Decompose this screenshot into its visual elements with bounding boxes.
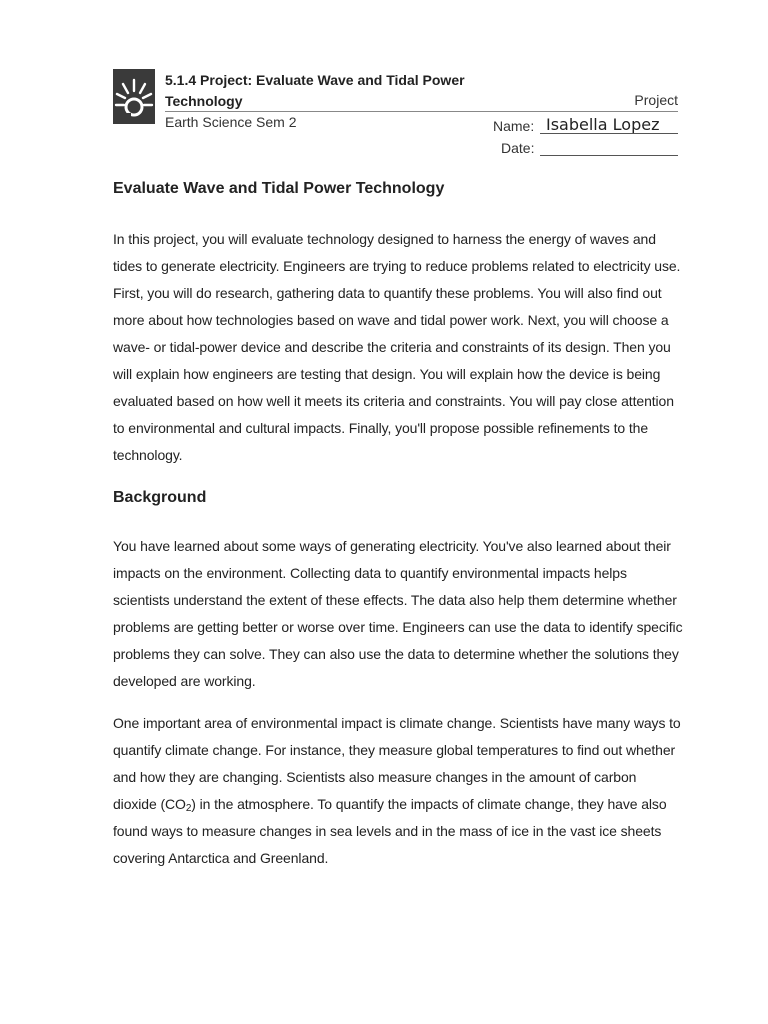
background-paragraph-1: You have learned about some ways of generating electricity. You've also learned about their impacts on the environment. Collecting data to quantify environmental impacts helps scientists understand the extent of these effects. The data also help them determine whether problems are getting better or worse over time. Engineers can use the data to identify specific problems they can solve. They can also use the data to determine whether the solutions they developed are working. xyxy=(113,538,683,689)
date-field[interactable] xyxy=(540,155,678,156)
background-paragraph-2-part1: One important area of environmental impact is climate change. Scientists have many ways to quantify climate change. For instance, they measure global temperatures to find out whether and how they are changing. Scientists also measure changes in the amount of carbon dioxide (CO xyxy=(113,715,681,812)
name-field[interactable]: Isabella Lopez xyxy=(546,115,660,134)
header-course: Earth Science Sem 2 xyxy=(165,114,297,130)
intro-paragraph: In this project, you will evaluate technology designed to harness the energy of waves and tides to generate electricity. Engineers are trying to reduce problems related to electricity use. First, you will do research, gathering data to quantify these problems. You will also find out more about how technologies based on wave and tidal power work. Next, you will choose a wave- or tidal-power device and describe the criteria and constraints of its design. Then you will explain how engineers are testing that design. You will explain how the device is being evaluated based on how well it meets its criteria and constraints. You will pay close attention to environmental and cultural impacts. Finally, you'll propose possible refinements to the technology. xyxy=(113,231,681,463)
header-title xyxy=(165,70,465,112)
background-heading: Background xyxy=(113,489,207,506)
sunburst-logo-icon xyxy=(113,69,155,124)
date-label: Date: xyxy=(501,140,535,156)
header-title-line1: 5.1.4 Project: Evaluate Wave and Tidal Power xyxy=(165,72,465,88)
header-doc-type: Project xyxy=(634,92,678,108)
header-divider xyxy=(165,111,678,112)
page-title: Evaluate Wave and Tidal Power Technology xyxy=(113,180,445,197)
background-paragraph-2 xyxy=(113,710,683,872)
header-title-line2: Technology xyxy=(165,93,243,109)
name-label: Name: xyxy=(493,118,535,134)
co2-subscript: 2 xyxy=(185,803,192,814)
document-body xyxy=(113,178,683,872)
name-underline xyxy=(540,133,678,134)
background-paragraph-2-part2: ) in the atmosphere. To quantify the impacts of climate change, they have also found ways to measure changes in sea levels and in the mass of ice in the vast ice sheets covering Antarctica and Greenland. xyxy=(113,796,667,866)
